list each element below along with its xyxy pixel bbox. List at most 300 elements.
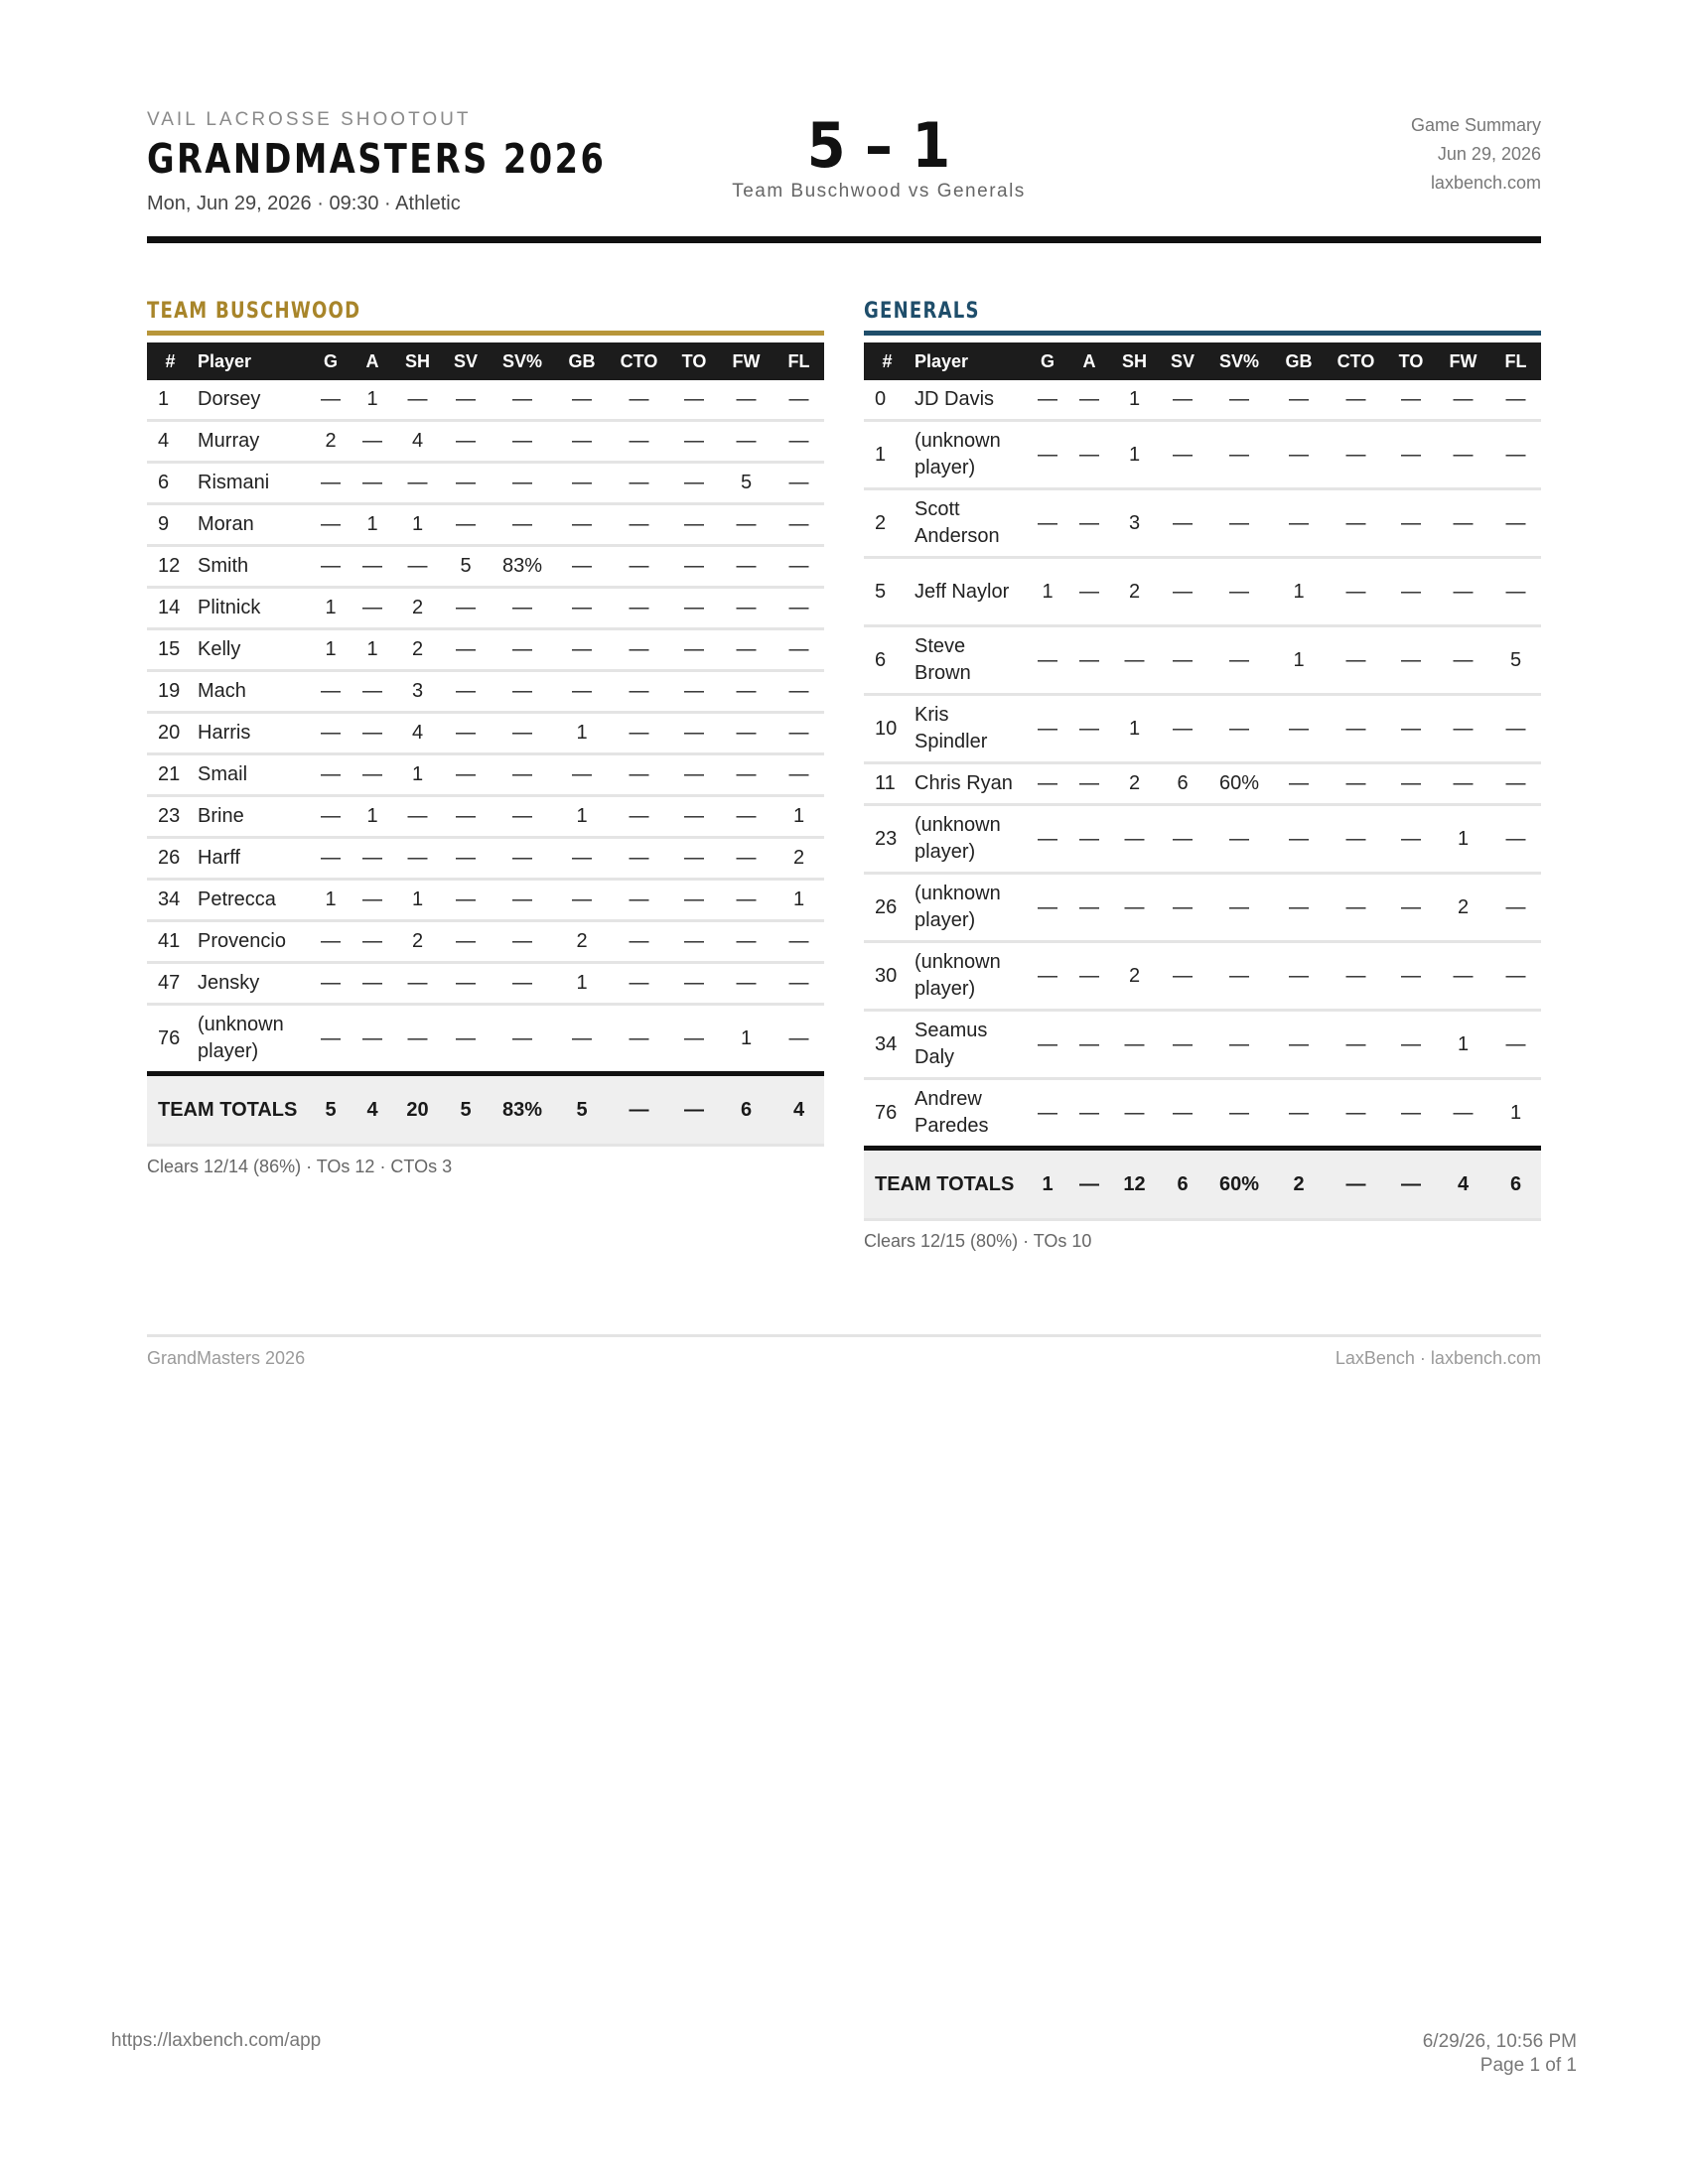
player-row — [147, 838, 824, 880]
stat-cell: — — [1272, 763, 1326, 805]
stat-cell: — — [1436, 421, 1490, 489]
player-number: 2 — [864, 489, 911, 558]
home-team-section — [147, 294, 824, 1177]
stat-cell: — — [352, 880, 393, 921]
stat-cell: — — [1386, 1011, 1436, 1079]
column-header: # — [864, 342, 911, 380]
stat-cell: — — [1110, 805, 1159, 874]
player-name: (unknown player) — [194, 1005, 310, 1074]
stat-cell: — — [1110, 874, 1159, 942]
stat-cell: — — [1027, 1011, 1068, 1079]
stat-cell: — — [1068, 1011, 1110, 1079]
stat-cell: — — [1386, 805, 1436, 874]
player-number: 26 — [864, 874, 911, 942]
stat-cell: — — [490, 380, 555, 421]
stat-cell: — — [310, 1005, 352, 1074]
stat-cell: — — [774, 421, 824, 463]
player-name: Seamus Daly — [911, 1011, 1027, 1079]
stat-cell: 2 — [1110, 558, 1159, 626]
stat-cell: — — [669, 838, 719, 880]
totals-cell: 5 — [310, 1074, 352, 1146]
stat-cell: 1 — [352, 380, 393, 421]
stat-cell: — — [310, 921, 352, 963]
stat-cell: 3 — [393, 671, 442, 713]
stat-cell: — — [774, 463, 824, 504]
player-name: Rismani — [194, 463, 310, 504]
away-rows — [864, 380, 1541, 1149]
stat-cell: — — [442, 671, 490, 713]
column-header: SH — [1110, 342, 1159, 380]
stat-cell: 5 — [442, 546, 490, 588]
player-number: 34 — [864, 1011, 911, 1079]
stat-cell: — — [774, 671, 824, 713]
stat-cell: — — [1159, 421, 1206, 489]
stat-cell: 5 — [719, 463, 774, 504]
stat-cell: — — [555, 629, 609, 671]
stat-cell: — — [310, 463, 352, 504]
stat-cell: — — [1027, 489, 1068, 558]
away-stats-table — [864, 342, 1541, 1221]
player-number: 12 — [147, 546, 194, 588]
stat-cell: — — [1386, 942, 1436, 1011]
player-row — [147, 546, 824, 588]
footer-event: GrandMasters 2026 — [147, 1348, 306, 1368]
stat-cell: — — [1159, 489, 1206, 558]
stat-cell: — — [774, 546, 824, 588]
stat-cell: — — [1326, 1079, 1386, 1149]
stat-cell: 1 — [352, 629, 393, 671]
totals-cell: — — [1386, 1149, 1436, 1220]
player-number: 30 — [864, 942, 911, 1011]
away-totals-row — [864, 1149, 1541, 1220]
stat-cell: — — [442, 629, 490, 671]
player-name: Moran — [194, 504, 310, 546]
player-row — [147, 754, 824, 796]
player-number: 15 — [147, 629, 194, 671]
player-row — [147, 963, 824, 1005]
stat-cell: — — [774, 754, 824, 796]
stat-cell: — — [555, 754, 609, 796]
stat-cell: 1 — [774, 880, 824, 921]
stat-cell: 2 — [1436, 874, 1490, 942]
stat-cell: — — [1159, 558, 1206, 626]
player-row — [864, 380, 1541, 421]
stat-cell: — — [490, 588, 555, 629]
stat-cell: — — [1272, 805, 1326, 874]
stat-cell: 1 — [1110, 380, 1159, 421]
stat-cell: — — [719, 380, 774, 421]
stat-cell: — — [490, 421, 555, 463]
stat-cell: — — [609, 921, 669, 963]
player-name: Petrecca — [194, 880, 310, 921]
event-name: VAIL LACROSSE SHOOTOUT — [147, 109, 472, 130]
stat-cell: 1 — [555, 963, 609, 1005]
stat-cell: — — [1326, 763, 1386, 805]
player-row — [147, 588, 824, 629]
stat-cell: — — [1436, 763, 1490, 805]
stat-cell: — — [669, 421, 719, 463]
totals-cell: 1 — [1027, 1149, 1068, 1220]
stat-cell: — — [490, 754, 555, 796]
player-row — [147, 796, 824, 838]
player-number: 34 — [147, 880, 194, 921]
stat-cell: — — [1068, 805, 1110, 874]
stat-cell: — — [774, 380, 824, 421]
stat-cell: 1 — [555, 796, 609, 838]
stat-cell: — — [609, 713, 669, 754]
stat-cell: — — [1068, 763, 1110, 805]
player-name: (unknown player) — [911, 805, 1027, 874]
player-number: 14 — [147, 588, 194, 629]
stat-cell: — — [1068, 489, 1110, 558]
player-number: 10 — [864, 695, 911, 763]
stat-cell: — — [393, 796, 442, 838]
column-header: GB — [555, 342, 609, 380]
stat-cell: 1 — [1110, 421, 1159, 489]
stat-cell: — — [1272, 942, 1326, 1011]
stat-cell: — — [719, 796, 774, 838]
player-name: Murray — [194, 421, 310, 463]
stat-cell: — — [352, 1005, 393, 1074]
totals-cell: 2 — [1272, 1149, 1326, 1220]
stat-cell: — — [555, 504, 609, 546]
column-header: TO — [1386, 342, 1436, 380]
stat-cell: 1 — [1272, 558, 1326, 626]
totals-cell: 4 — [352, 1074, 393, 1146]
stat-cell: — — [352, 588, 393, 629]
player-name: Andrew Paredes — [911, 1079, 1027, 1149]
stat-cell: — — [1068, 942, 1110, 1011]
player-name: Scott Anderson — [911, 489, 1027, 558]
stat-cell: — — [1386, 380, 1436, 421]
stat-cell: — — [719, 421, 774, 463]
stat-cell: — — [1027, 1079, 1068, 1149]
player-name: Harris — [194, 713, 310, 754]
column-header: GB — [1272, 342, 1326, 380]
totals-cell: 5 — [555, 1074, 609, 1146]
stat-cell: — — [393, 838, 442, 880]
stat-cell: — — [1386, 1079, 1436, 1149]
stat-cell: 1 — [352, 504, 393, 546]
stat-cell: 4 — [393, 713, 442, 754]
home-stats-table — [147, 342, 824, 1147]
totals-label: TEAM TOTALS — [147, 1074, 310, 1146]
stat-cell: 2 — [393, 588, 442, 629]
stat-cell: — — [352, 713, 393, 754]
totals-label: TEAM TOTALS — [864, 1149, 1027, 1220]
stat-cell: — — [609, 421, 669, 463]
stat-cell: — — [669, 880, 719, 921]
stat-cell: — — [1068, 1079, 1110, 1149]
stat-cell: — — [555, 880, 609, 921]
stat-cell: — — [719, 504, 774, 546]
stat-cell: — — [442, 921, 490, 963]
stat-cell: — — [1206, 805, 1272, 874]
player-number: 1 — [864, 421, 911, 489]
player-number: 23 — [864, 805, 911, 874]
stat-cell: 2 — [310, 421, 352, 463]
game-header — [147, 109, 1541, 243]
player-number: 0 — [864, 380, 911, 421]
column-header: # — [147, 342, 194, 380]
stat-cell: — — [609, 546, 669, 588]
column-header: CTO — [609, 342, 669, 380]
player-row — [147, 713, 824, 754]
stat-cell: 5 — [1490, 626, 1541, 695]
stat-cell: — — [393, 463, 442, 504]
away-team-section — [864, 294, 1541, 1252]
stat-cell: — — [669, 1005, 719, 1074]
stat-cell: — — [669, 796, 719, 838]
player-number: 6 — [864, 626, 911, 695]
stat-cell: — — [1436, 489, 1490, 558]
column-header: SV — [442, 342, 490, 380]
stat-cell: — — [669, 463, 719, 504]
stat-cell: — — [669, 671, 719, 713]
division-title: GRANDMASTERS 2026 — [147, 135, 607, 183]
column-header: G — [310, 342, 352, 380]
player-row — [864, 1011, 1541, 1079]
stat-cell: 1 — [1436, 1011, 1490, 1079]
player-name: Jeff Naylor — [911, 558, 1027, 626]
column-header: FW — [719, 342, 774, 380]
summary-site: laxbench.com — [1430, 173, 1541, 193]
final-score: 5 – 1 — [806, 109, 951, 182]
stat-cell: — — [609, 504, 669, 546]
stat-cell: — — [1436, 558, 1490, 626]
stat-cell: 2 — [393, 921, 442, 963]
player-row — [147, 629, 824, 671]
stat-cell: — — [1436, 942, 1490, 1011]
stat-cell: — — [1386, 695, 1436, 763]
stat-cell: — — [1326, 805, 1386, 874]
stat-cell: — — [669, 963, 719, 1005]
player-row — [147, 1005, 824, 1074]
home-header-row — [147, 342, 824, 380]
stat-cell: — — [1206, 695, 1272, 763]
stat-cell: 1 — [352, 796, 393, 838]
player-row — [864, 626, 1541, 695]
column-header: CTO — [1326, 342, 1386, 380]
column-header: FL — [774, 342, 824, 380]
stat-cell: — — [1490, 942, 1541, 1011]
player-name: Provencio — [194, 921, 310, 963]
stat-cell: — — [442, 880, 490, 921]
stat-cell: — — [1027, 942, 1068, 1011]
stat-cell: — — [609, 838, 669, 880]
summary-type: Game Summary — [1410, 115, 1541, 135]
stat-cell: — — [1272, 1011, 1326, 1079]
stat-cell: — — [442, 463, 490, 504]
column-header: A — [1068, 342, 1110, 380]
stat-cell: — — [609, 671, 669, 713]
stat-cell: — — [1490, 558, 1541, 626]
stat-cell: — — [1490, 805, 1541, 874]
stat-cell: — — [1326, 626, 1386, 695]
player-row — [147, 421, 824, 463]
totals-cell: 5 — [442, 1074, 490, 1146]
player-row — [147, 880, 824, 921]
stat-cell: — — [352, 921, 393, 963]
player-row — [864, 421, 1541, 489]
stat-cell: 1 — [774, 796, 824, 838]
stat-cell: — — [393, 963, 442, 1005]
stat-cell: — — [442, 421, 490, 463]
stat-cell: — — [774, 588, 824, 629]
column-header: SV — [1159, 342, 1206, 380]
stat-cell: — — [442, 713, 490, 754]
player-name: Dorsey — [194, 380, 310, 421]
player-name: Chris Ryan — [911, 763, 1027, 805]
stat-cell: 2 — [1110, 763, 1159, 805]
player-row — [864, 874, 1541, 942]
home-rows — [147, 380, 824, 1074]
stat-cell: — — [669, 754, 719, 796]
stat-cell: — — [393, 380, 442, 421]
stat-cell: — — [609, 380, 669, 421]
player-number: 23 — [147, 796, 194, 838]
stat-cell: — — [669, 921, 719, 963]
stat-cell: — — [1159, 805, 1206, 874]
home-team-rule — [147, 331, 824, 336]
stat-cell: — — [609, 880, 669, 921]
player-row — [864, 695, 1541, 763]
stat-cell: — — [1386, 421, 1436, 489]
stat-cell: — — [490, 880, 555, 921]
stat-cell: — — [1027, 695, 1068, 763]
stat-cell: — — [719, 754, 774, 796]
player-name: (unknown player) — [911, 942, 1027, 1011]
player-row — [864, 1079, 1541, 1149]
home-team-note: Clears 12/14 (86%) · TOs 12 · CTOs 3 — [147, 1157, 453, 1176]
stat-cell: 2 — [774, 838, 824, 880]
stat-cell: — — [719, 629, 774, 671]
player-name: (unknown player) — [911, 874, 1027, 942]
player-name: Kelly — [194, 629, 310, 671]
totals-cell: — — [669, 1074, 719, 1146]
stat-cell: — — [442, 963, 490, 1005]
stat-cell: — — [719, 921, 774, 963]
stat-cell: — — [1027, 874, 1068, 942]
stat-cell: — — [774, 1005, 824, 1074]
stat-cell: — — [1386, 626, 1436, 695]
stat-cell: — — [352, 421, 393, 463]
away-team-name: GENERALS — [864, 299, 980, 324]
stat-cell: — — [669, 588, 719, 629]
stat-cell: — — [1490, 421, 1541, 489]
stat-cell: — — [352, 671, 393, 713]
stat-cell: — — [555, 1005, 609, 1074]
column-header: FW — [1436, 342, 1490, 380]
page-number: Page 1 of 1 — [1479, 2055, 1577, 2076]
stat-cell: — — [393, 546, 442, 588]
stat-cell: — — [1326, 874, 1386, 942]
player-name: Harff — [194, 838, 310, 880]
player-row — [864, 558, 1541, 626]
stat-cell: — — [719, 588, 774, 629]
footer-divider — [147, 1334, 1541, 1337]
stat-cell: 6 — [1159, 763, 1206, 805]
stat-cell: — — [1110, 1011, 1159, 1079]
stat-cell: — — [442, 380, 490, 421]
totals-cell: 6 — [1490, 1149, 1541, 1220]
home-totals-row — [147, 1074, 824, 1146]
column-header: Player — [194, 342, 310, 380]
player-name: (unknown player) — [911, 421, 1027, 489]
stat-cell: — — [490, 921, 555, 963]
stat-cell: — — [609, 463, 669, 504]
player-number: 21 — [147, 754, 194, 796]
player-name: Smith — [194, 546, 310, 588]
stat-cell: — — [1027, 421, 1068, 489]
stat-cell: — — [1272, 421, 1326, 489]
stat-cell: — — [442, 796, 490, 838]
game-date-venue: Mon, Jun 29, 2026 · 09:30 · Athletic — [147, 193, 461, 214]
stat-cell: — — [669, 504, 719, 546]
stat-cell: — — [1159, 874, 1206, 942]
stat-cell: — — [1206, 1011, 1272, 1079]
totals-cell: — — [1326, 1149, 1386, 1220]
player-number: 4 — [147, 421, 194, 463]
player-name: Brine — [194, 796, 310, 838]
away-header-row — [864, 342, 1541, 380]
player-name: Steve Brown — [911, 626, 1027, 695]
player-number: 6 — [147, 463, 194, 504]
totals-cell: 60% — [1206, 1149, 1272, 1220]
player-name: Plitnick — [194, 588, 310, 629]
stat-cell: — — [310, 546, 352, 588]
stat-cell: — — [1326, 421, 1386, 489]
player-row — [147, 671, 824, 713]
stat-cell: — — [310, 713, 352, 754]
player-number: 9 — [147, 504, 194, 546]
stat-cell: — — [1326, 695, 1386, 763]
stat-cell: — — [1490, 489, 1541, 558]
stat-cell: — — [609, 588, 669, 629]
stat-cell: — — [1326, 1011, 1386, 1079]
stat-cell: — — [1206, 421, 1272, 489]
stat-cell: — — [1490, 763, 1541, 805]
stat-cell: 2 — [393, 629, 442, 671]
stat-cell: — — [1206, 874, 1272, 942]
stat-cell: — — [310, 671, 352, 713]
totals-cell: — — [609, 1074, 669, 1146]
stat-cell: — — [1326, 558, 1386, 626]
stat-cell: — — [1027, 626, 1068, 695]
stat-cell: — — [1490, 380, 1541, 421]
away-team-rule — [864, 331, 1541, 336]
stat-cell: 1 — [1436, 805, 1490, 874]
stat-cell: — — [310, 380, 352, 421]
stat-cell: — — [1272, 489, 1326, 558]
stat-cell: — — [1326, 380, 1386, 421]
stat-cell: — — [1110, 1079, 1159, 1149]
stat-cell: — — [555, 546, 609, 588]
totals-cell: 83% — [490, 1074, 555, 1146]
matchup: Team Buschwood vs Generals — [732, 181, 1026, 202]
stat-cell: 1 — [719, 1005, 774, 1074]
player-name: Smail — [194, 754, 310, 796]
stat-cell: 83% — [490, 546, 555, 588]
totals-cell: 12 — [1110, 1149, 1159, 1220]
player-row — [147, 463, 824, 504]
player-row — [864, 763, 1541, 805]
player-number: 76 — [864, 1079, 911, 1149]
stat-cell: — — [774, 629, 824, 671]
footer-brand: LaxBench · laxbench.com — [1335, 1348, 1541, 1368]
player-name: Jensky — [194, 963, 310, 1005]
player-number: 1 — [147, 380, 194, 421]
